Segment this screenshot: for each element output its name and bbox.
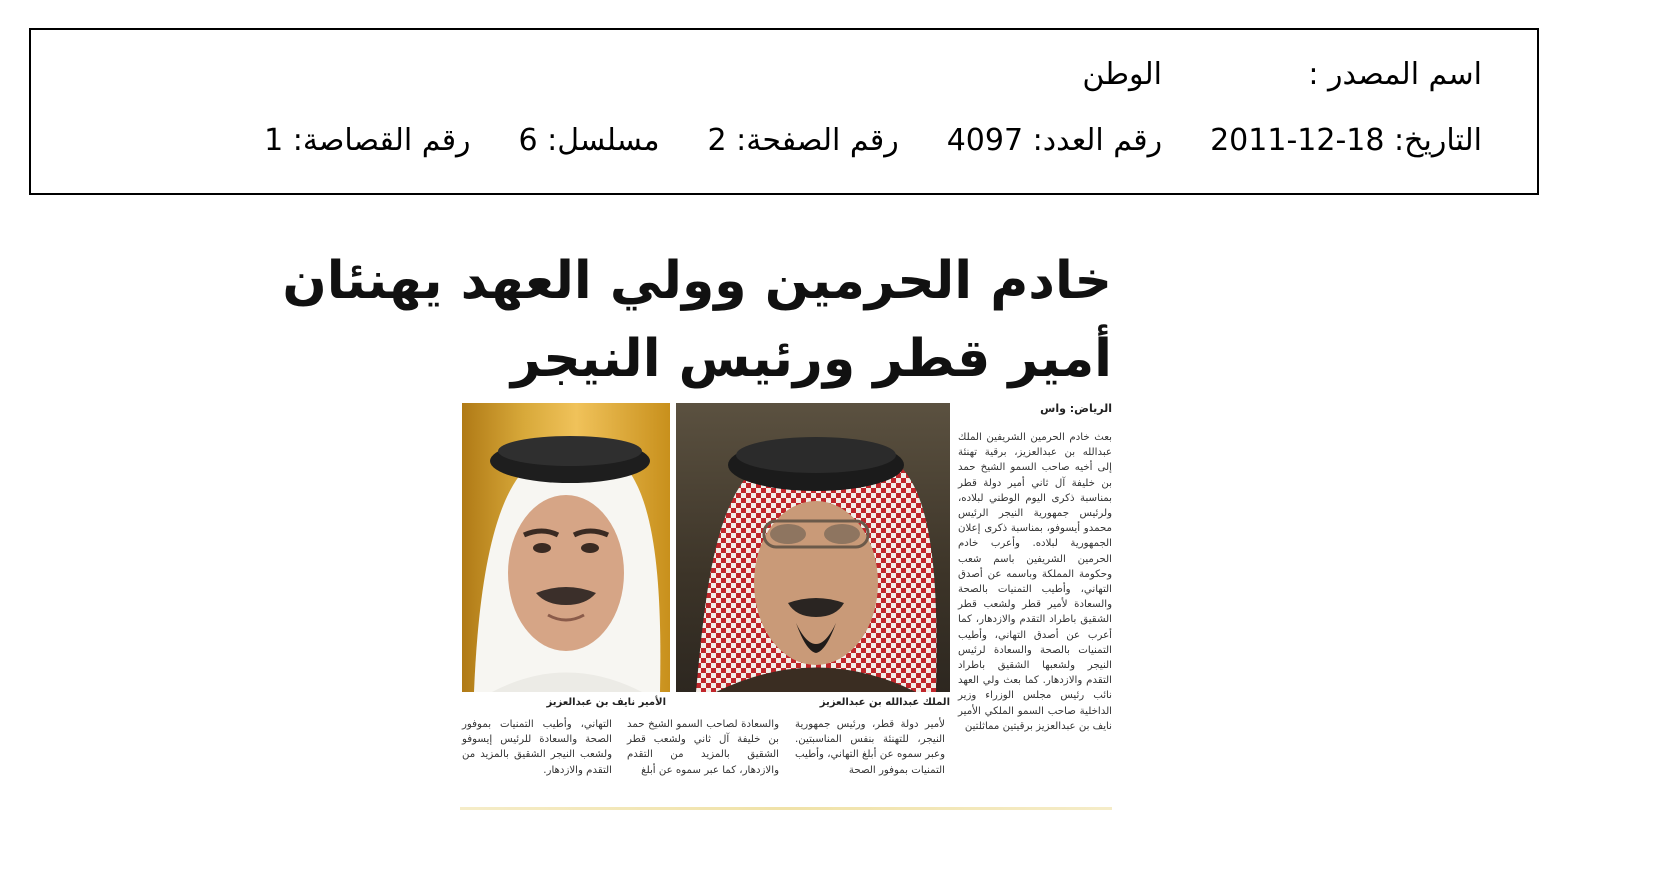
clipping-meta-row: [264, 123, 1482, 158]
headline-line-2: أمير قطر ورئيس النيجر: [510, 329, 1112, 389]
article-dateline: الرياض: واس: [1040, 402, 1112, 415]
bottom-divider: [460, 807, 1112, 810]
article-column-2: لأمير دولة قطر، ورئيس جمهورية النيجر، للتهنئة بنفس المناسبتين. وعبر سموه عن أبلغ التهاني، وأطيب التمنيات بموفور الصحة: [795, 719, 945, 776]
serial-field: مسلسل: 6: [518, 123, 660, 158]
king-photo-caption: الملك عبدالله بن عبدالعزيز: [819, 697, 950, 708]
page-number-field: رقم الصفحة: 2: [707, 123, 899, 158]
article-column-1: بعث خادم الحرمين الشريفين الملك عبدالله بن عبدالعزيز، برقية تهنئة إلى أخيه صاحب السمو الشيخ حمد بن خليفة آل ثاني أمير دولة قطر بمناسبة ذكرى اليوم الوطني لبلاده، ولرئيس جمهورية النيجر الرئيس محمدو أيسوفو، بمناسبة ذكرى إعلان الجمهورية لبلاده. وأعرب خادم الحرمين الشريفين باسم شعب وحكومة المملكة وباسمه عن أصدق التهاني، وأطيب التمنيات بالصحة والسعادة لأمير قطر ولشعب قطر الشقيق باطراد التقدم والازدهار، كما أعرب عن أصدق التهاني، وأطيب التمنيات بالصحة والسعادة لرئيس النيجر ولشعبها الشقيق باطراد التقدم والازدهار. كما بعث ولي العهد نائب رئيس مجلس الوزراء وزير الداخلية صاحب السمو الملكي الأمير نايف بن عبدالعزيز برقيتين مماثلتين: [958, 432, 1112, 732]
prince-photo: [462, 403, 670, 692]
article-column-3: والسعادة لصاحب السمو الشيخ حمد بن خليفة آل ثاني ولشعب قطر الشقيق بالمزيد من التقدم والازدهار، كما عبر سموه عن أبلغ: [627, 719, 779, 776]
article-column-4: التهاني، وأطيب التمنيات بموفور الصحة والسعادة للرئيس إيسوفو ولشعب النيجر الشقيق بالمزيد من التقدم والازدهار.: [462, 719, 612, 776]
issue-number-field: رقم العدد: 4097: [946, 123, 1163, 158]
clipping-header: [29, 28, 1539, 195]
clip-number-field: رقم القصاصة: 1: [264, 123, 471, 158]
date-field: التاريخ: 18-12-2011: [1210, 123, 1482, 158]
headline-line-1: خادم الحرمين وولي العهد يهنئان: [282, 251, 1112, 311]
prince-photo-caption: الأمير نايف بن عبدالعزيز: [546, 697, 666, 708]
article-headline: [282, 242, 1112, 398]
source-label: اسم المصدر :: [1308, 57, 1482, 92]
king-photo: [676, 403, 950, 692]
source-value: الوطن: [1082, 57, 1162, 92]
